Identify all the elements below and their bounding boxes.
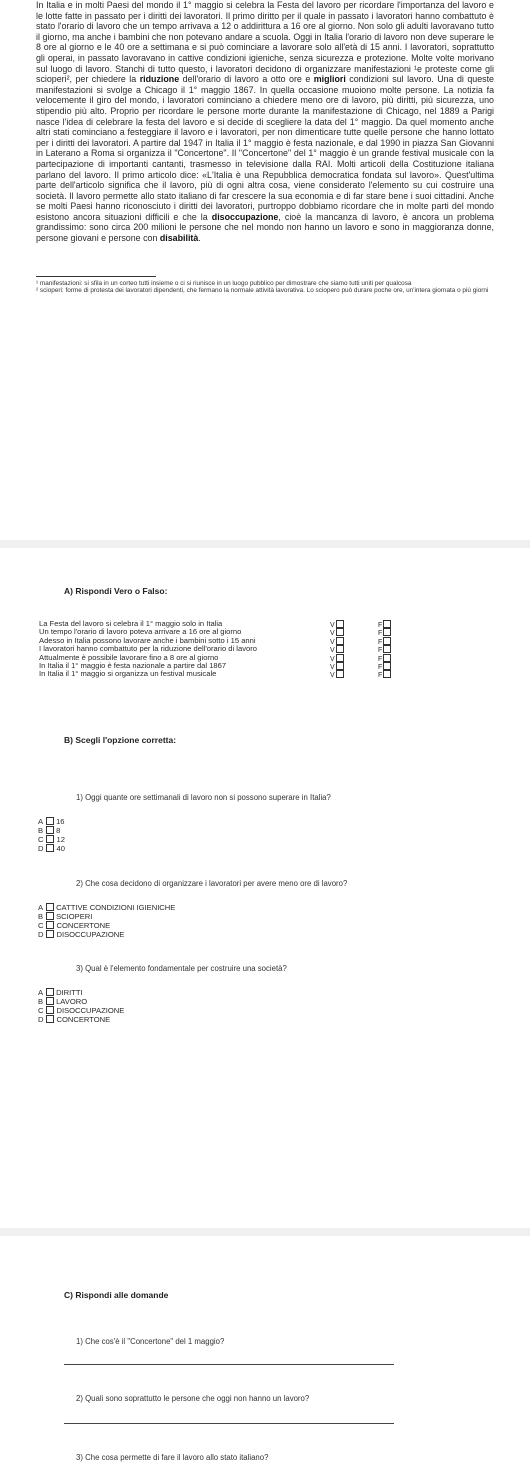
false-label: F — [378, 655, 383, 663]
open-question-3: 3) Che cosa permette di fare il lavoro allo stato italiano? — [76, 1453, 269, 1462]
statement-text: In Italia il 1° maggio è festa nazionale a partire dal 1867 — [39, 660, 227, 670]
true-false-row — [39, 670, 459, 678]
true-label: V — [330, 663, 335, 671]
true-label: V — [330, 638, 335, 646]
open-question-1: 1) Che cos'è il "Concertone" del 1 maggio? — [76, 1337, 225, 1346]
option-text: LAVORO — [56, 997, 88, 1006]
option-checkbox[interactable] — [46, 921, 54, 929]
false-label: F — [378, 647, 383, 655]
option-text: 16 — [56, 817, 65, 826]
option-checkbox[interactable] — [46, 826, 54, 834]
option-checkbox[interactable] — [46, 988, 54, 996]
option-checkbox[interactable] — [46, 997, 54, 1005]
page-3 — [0, 1236, 530, 1477]
option-checkbox[interactable] — [46, 844, 54, 852]
false-checkbox[interactable] — [383, 645, 391, 653]
true-label: V — [330, 622, 335, 629]
option-text: DIRITTI — [56, 988, 83, 997]
option-text: DISOCCUPAZIONE — [56, 930, 125, 939]
mc-question-1: 1) Oggi quante ore settimanali di lavoro non si possono superare in Italia? — [76, 793, 331, 802]
option-letter: D — [38, 930, 44, 939]
statement-text: Adesso in Italia possono lavorare anche i bambini sotto i 15 anni — [39, 635, 256, 645]
true-label: V — [330, 630, 335, 638]
mc-option[interactable] — [38, 1015, 110, 1025]
option-letter: A — [38, 903, 44, 912]
true-checkbox[interactable] — [336, 628, 344, 636]
page-2 — [0, 548, 530, 1228]
false-checkbox[interactable] — [383, 654, 391, 662]
option-checkbox[interactable] — [46, 930, 54, 938]
false-label: F — [378, 672, 383, 680]
statement-text: La Festa del lavoro si celebra il 1° maggio solo in Italia — [39, 619, 223, 628]
mc-question-3: 3) Qual è l'elemento fondamentale per costruire una società? — [76, 964, 287, 973]
page-gap — [0, 1228, 530, 1236]
false-checkbox[interactable] — [383, 628, 391, 636]
true-checkbox[interactable] — [336, 620, 344, 628]
true-option[interactable] — [330, 670, 344, 680]
true-checkbox[interactable] — [336, 645, 344, 653]
statement-text: Attualmente è possibile lavorare fino a 8 ore al giorno — [39, 652, 219, 662]
statement-text: I lavoratori hanno combattuto per la riduzione dell'orario di lavoro — [39, 644, 257, 654]
statement-text: In Italia il 1° maggio si organizza un festival musicale — [39, 669, 217, 679]
option-letter: C — [38, 1006, 44, 1015]
section-c-title: C) Rispondi alle domande — [64, 1290, 169, 1300]
option-letter: B — [38, 997, 44, 1006]
false-checkbox[interactable] — [383, 662, 391, 670]
paragraph-text: . — [198, 233, 201, 244]
false-option[interactable] — [378, 670, 391, 680]
page-1 — [0, 0, 530, 540]
paragraph-text: , cioè la mancanza di lavoro, è ancora un problema grandissimo: sono circa 200 milioni le persone che nel mondo non hanno un lavoro e sono in maggioranza donne, persone giovani e persone con — [36, 211, 494, 244]
footnote-2: ² scioperi: forme di protesta dei lavoratori dipendenti, che fermano la normale attività lavorativa. Lo sciopero può durare poche ore, un'intera giornata o più giorni — [36, 287, 489, 295]
option-checkbox[interactable] — [46, 903, 54, 911]
true-label: V — [330, 647, 335, 655]
mc-option[interactable] — [38, 844, 65, 854]
false-label: F — [378, 622, 383, 629]
main-paragraph — [36, 0, 494, 244]
true-checkbox[interactable] — [336, 662, 344, 670]
true-checkbox[interactable] — [336, 654, 344, 662]
option-letter: C — [38, 835, 44, 844]
option-text: 8 — [56, 826, 61, 835]
open-question-2: 2) Quali sono soprattutto le persone che oggi non hanno un lavoro? — [76, 1394, 310, 1403]
option-text: 12 — [56, 835, 65, 844]
option-text: CATTIVE CONDIZIONI IGIENICHE — [56, 903, 176, 912]
false-label: F — [378, 663, 383, 671]
false-checkbox[interactable] — [383, 620, 391, 628]
option-checkbox[interactable] — [46, 912, 54, 920]
footnote-1: ¹ manifestazioni: si sfila in un corteo tutti insieme o ci si riunisce in un luogo pubblico per dimostrare che siamo tutti uniti per qualcosa — [36, 279, 412, 287]
option-text: DISOCCUPAZIONE — [56, 1006, 125, 1015]
page-gap — [0, 540, 530, 548]
footnote-separator — [36, 276, 156, 277]
true-label: V — [330, 655, 335, 663]
option-letter: B — [38, 826, 44, 835]
option-letter: A — [38, 817, 44, 826]
bold-term: migliori — [313, 74, 346, 85]
option-checkbox[interactable] — [46, 1015, 54, 1023]
bold-term: disabilità — [159, 233, 199, 244]
bold-term: disoccupazione — [211, 211, 279, 222]
true-checkbox[interactable] — [336, 670, 344, 678]
option-letter: D — [38, 1015, 44, 1024]
true-checkbox[interactable] — [336, 637, 344, 645]
option-checkbox[interactable] — [46, 835, 54, 843]
true-false-list — [39, 620, 459, 679]
paragraph-text: dell'orario di lavoro a otto ore e — [179, 74, 314, 85]
false-label: F — [378, 630, 383, 638]
answer-line-1[interactable] — [64, 1364, 394, 1365]
mc-option[interactable] — [38, 930, 124, 940]
bold-term: riduzione — [139, 74, 180, 85]
false-label: F — [378, 638, 383, 646]
section-b-title: B) Scegli l'opzione corretta: — [64, 735, 177, 745]
option-text: CONCERTONE — [56, 1015, 111, 1024]
section-a-title: A) Rispondi Vero o Falso: — [64, 586, 168, 596]
option-letter: D — [38, 844, 44, 853]
option-letter: B — [38, 912, 44, 921]
false-checkbox[interactable] — [383, 670, 391, 678]
false-checkbox[interactable] — [383, 637, 391, 645]
option-checkbox[interactable] — [46, 817, 54, 825]
paragraph-text: condizioni sul lavoro. Una di queste manifestazioni si svolge a Chicago il 1° maggio 1867. In quella occasione muoiono molte persone. La notizia fa velocemente il giro del mondo, i lavoratori cominciano a chiedere meno ore di lavoro, più diritti, più sicurezza, uno stipendio più alto. Proprio per ricordare le persone morte durante la manifestazione di Chicago, nel 1889 a Parigi nasce l'idea di celebrare la festa del lavoro e si decide di scegliere la data del 1° maggio. Da quel momento anche altri stati cominciano a festeggiare il lavoro e i lavoratori, per non dimenticare tutte quelle persone che hanno lottato per i diritti dei lavoratori. A partire dal 1947 in Italia il 1° maggio è festa nazionale, e dal 1990 in piazza San Giovanni in Laterano a Roma si organizza il "Concertone". Il "Concertone" del 1° maggio è un grande festival musicale con la partecipazione di importanti cantanti, trasmesso in televisione dalla RAI. Molti articoli della Costituzione italiana parlano del lavoro. Il primo articolo dice: «L'Italia è una Repubblica democratica fondata sul lavoro». Quest'ultima parte dell'articolo significa che il lavoro, più di ogni altra cosa, viene considerato l'elemento su cui costruire una società. Il lavoro permette allo stato italiano di far crescere la sua economia e di far stare bene i suoi cittadini. Anche se molti Paesi hanno riconosciuto i diritti dei lavoratori, purtroppo dobbiamo ricordare che in molte parti del mondo esistono ancora situazioni difficili e che la — [36, 74, 494, 222]
option-letter: C — [38, 921, 44, 930]
option-checkbox[interactable] — [46, 1006, 54, 1014]
option-text: CONCERTONE — [56, 921, 111, 930]
paragraph-text: In Italia e in molti Paesi del mondo il 1° maggio si celebra la Festa del lavoro per ricordare l'importanza del lavoro e le lotte fatte in passato per i diritti dei lavoratori. Il primo diritto per il quale in passato i lavoratori hanno combattuto è stato l'orario di lavoro che un tempo arrivava a 12 o addirittura a 16 ore al giorno. Non solo gli adulti lavoravano tutto il giorno, ma anche i bambini che non potevano andare a scuola. Oggi in Italia l'orario di lavoro non deve superare le 8 ore al giorno e le 40 ore a settimana e si può cominciare a lavorare solo all'età di 15 anni. I lavoratori, soprattutto gli operai, in passato lavoravano in cattive condizioni igieniche, senza sicurezza e protezione. Molte volte morivano sul luogo di lavoro. Stanchi di tutto questo, i lavoratori decidono di organizzare manifestazioni ¹e proteste come gli scioperi², per chiedere la — [36, 0, 494, 85]
option-letter: A — [38, 988, 44, 997]
option-text: 40 — [56, 844, 65, 853]
statement-text: Un tempo l'orario di lavoro poteva arrivare a 16 ore al giorno — [39, 627, 242, 637]
option-text: SCIOPERI — [56, 912, 93, 921]
answer-line-2[interactable] — [64, 1423, 394, 1424]
mc-question-2: 2) Che cosa decidono di organizzare i lavoratori per avere meno ore di lavoro? — [76, 879, 348, 888]
true-label: V — [330, 672, 335, 680]
